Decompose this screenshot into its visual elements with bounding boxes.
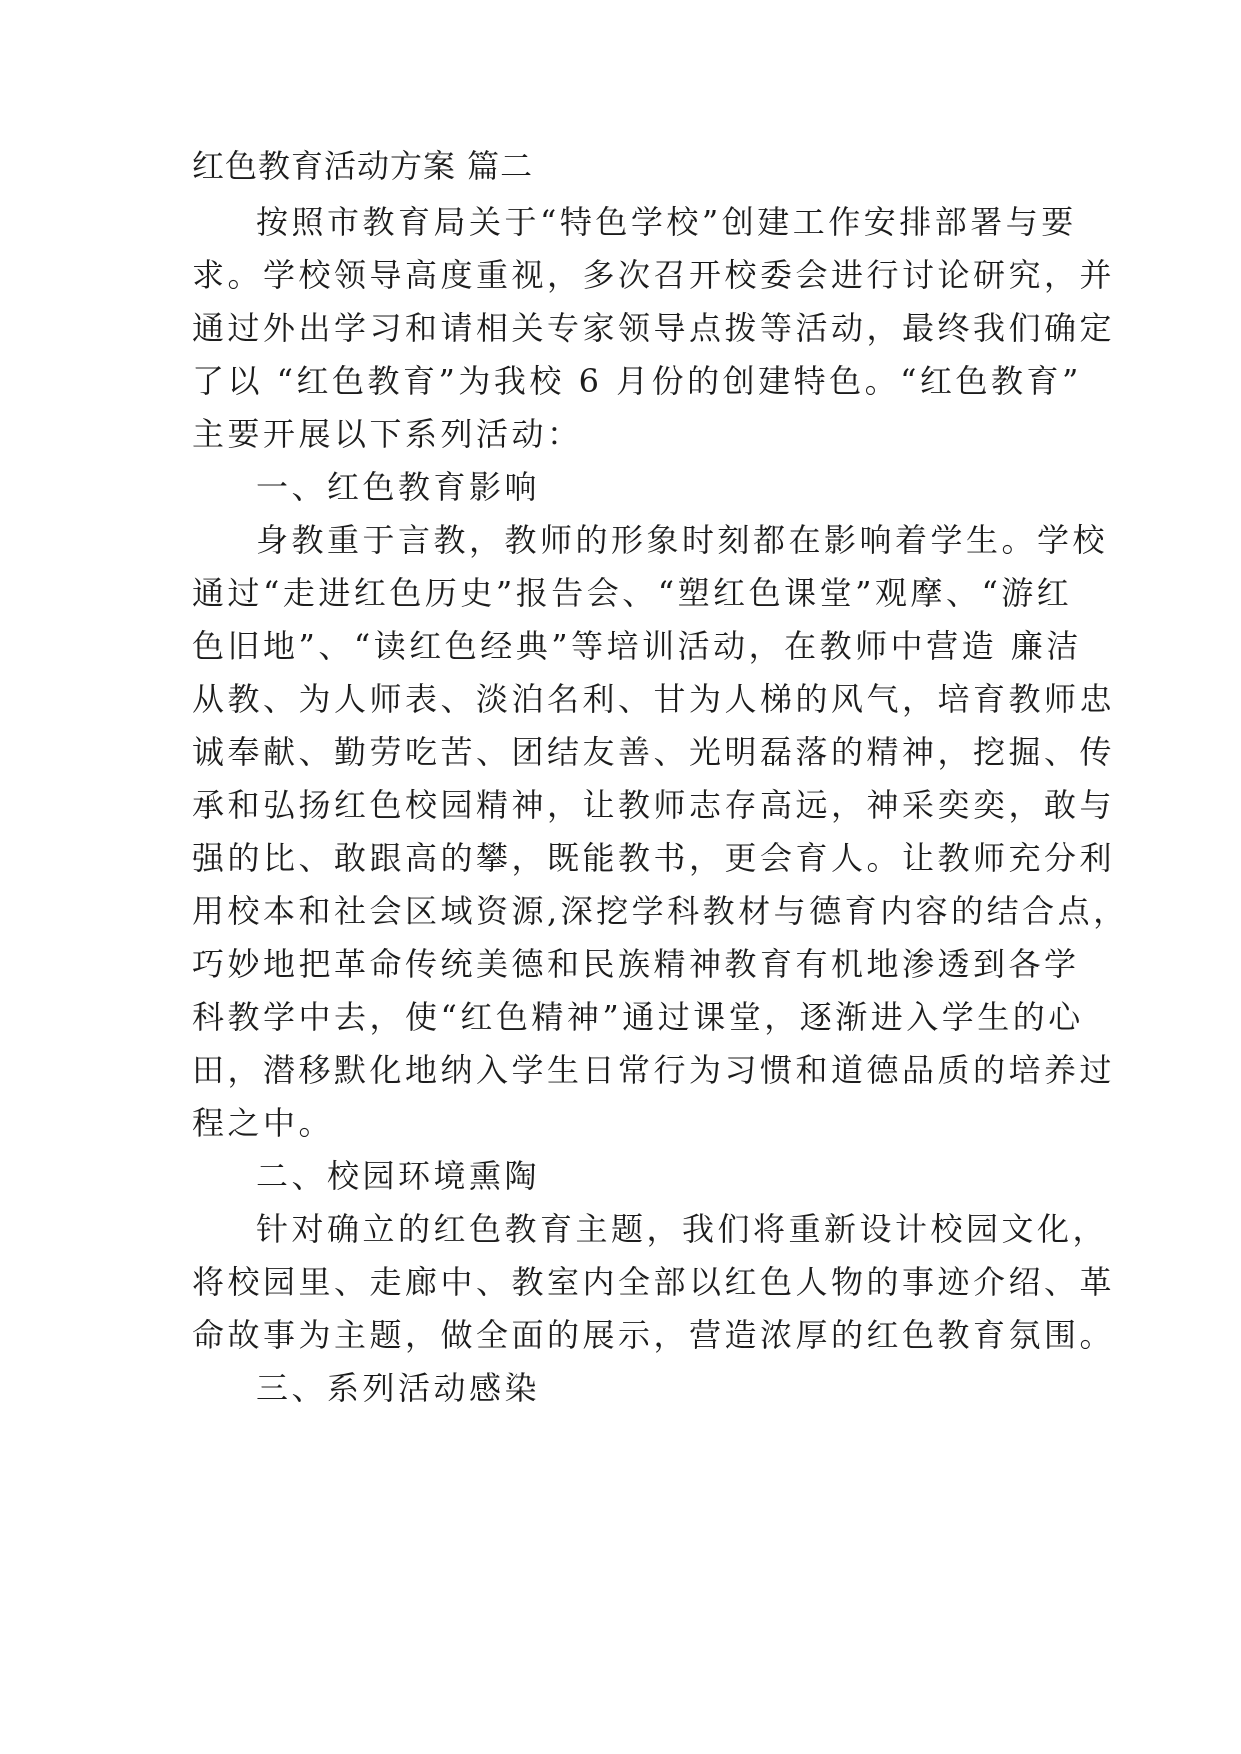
section-heading: 三、系列活动感染 bbox=[256, 1369, 541, 1407]
paragraph-line: 了以 “红色教育”为我校 6 月份的创建特色。“红色教育” bbox=[192, 362, 1082, 400]
section-heading: 一、红色教育影响 bbox=[256, 468, 541, 506]
paragraph-line: 通过外出学习和请相关专家领导点拨等活动，最终我们确定 bbox=[192, 309, 1116, 347]
paragraph-line: 针对确立的红色教育主题，我们将重新设计校园文化， bbox=[256, 1210, 1109, 1248]
paragraph-line: 按照市教育局关于“特色学校”创建工作安排部署与要 bbox=[256, 203, 1077, 241]
document-title: 红色教育活动方案 篇二 bbox=[192, 147, 534, 185]
paragraph-line: 求。学校领导高度重视，多次召开校委会进行讨论研究，并 bbox=[192, 256, 1116, 294]
paragraph-line: 巧妙地把革命传统美德和民族精神教育有机地渗透到各学 bbox=[192, 945, 1080, 983]
paragraph-line: 程之中。 bbox=[192, 1104, 335, 1142]
section-heading: 二、校园环境熏陶 bbox=[256, 1157, 541, 1195]
paragraph-line: 强的比、敢跟高的攀，既能教书，更会育人。让教师充分利 bbox=[192, 839, 1116, 877]
paragraph-line: 田，潜移默化地纳入学生日常行为习惯和道德品质的培养过 bbox=[192, 1051, 1116, 1089]
paragraph-line: 色旧地”、“读红色经典”等培训活动，在教师中营造 廉洁 bbox=[192, 627, 1082, 665]
paragraph-line: 从教、为人师表、淡泊名利、甘为人梯的风气，培育教师忠 bbox=[192, 680, 1116, 718]
paragraph-line: 主要开展以下系列活动： bbox=[192, 415, 583, 453]
paragraph-line: 通过“走进红色历史”报告会、“塑红色课堂”观摩、“游红 bbox=[192, 574, 1073, 612]
paragraph-line: 承和弘扬红色校园精神，让教师志存高远，神采奕奕，敢与 bbox=[192, 786, 1116, 824]
paragraph-line: 诚奉献、勤劳吃苦、团结友善、光明磊落的精神，挖掘、传 bbox=[192, 733, 1116, 771]
paragraph-line: 用校本和社会区域资源,深挖学科教材与德育内容的结合点， bbox=[192, 892, 1129, 930]
paragraph-line: 身教重于言教，教师的形象时刻都在影响着学生。学校 bbox=[256, 521, 1109, 559]
paragraph-line: 命故事为主题，做全面的展示，营造浓厚的红色教育氛围。 bbox=[192, 1316, 1116, 1354]
paragraph-line: 将校园里、走廊中、教室内全部以红色人物的事迹介绍、革 bbox=[192, 1263, 1116, 1301]
paragraph-line: 科教学中去，使“红色精神”通过课堂，逐渐进入学生的心 bbox=[192, 998, 1084, 1036]
